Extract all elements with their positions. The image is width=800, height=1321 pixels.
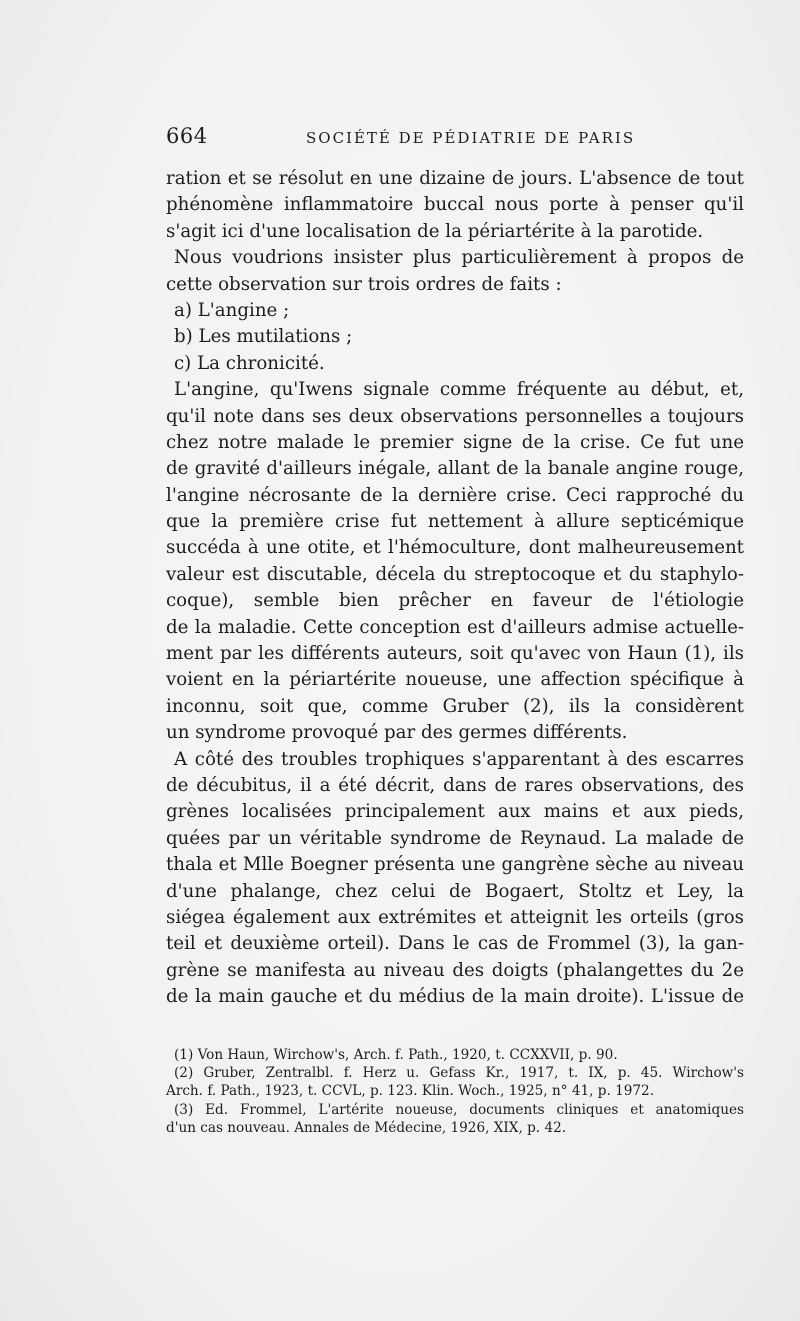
- text-line: un syndrome provoqué par des germes différents.: [166, 722, 628, 744]
- footnote-3: (3) Ed. Frommel, L'artérite noueuse, documents cliniques et anatomiques: [174, 1101, 744, 1118]
- footnote-2: (2) Gruber, Zentralbl. f. Herz u. Gefass Kr., 1917, t. IX, p. 45. Wirchow's: [174, 1065, 744, 1082]
- text-line: de gravité d'ailleurs inégale, allant de la banale angine rouge,: [166, 458, 744, 480]
- text-line: teil et deuxième orteil). Dans le cas de Frommel (3), la gan-: [166, 933, 744, 955]
- page-number: 664: [166, 124, 208, 148]
- text-line: voient en la périartérite noueuse, une affection spécifique à: [166, 669, 744, 691]
- text-line: d'une phalange, chez celui de Bogaert, Stoltz et Ley, la: [166, 880, 744, 902]
- footnote-3-continued: d'un cas nouveau. Annales de Médecine, 1926, XIX, p. 42.: [166, 1119, 567, 1136]
- text-line: succéda à une otite, et l'hémoculture, dont malheureusement: [166, 537, 744, 559]
- text-line: que la première crise fut nettement à allure septicémique: [166, 511, 744, 533]
- paragraph-start-line: Nous voudrions insister plus particulièrement à propos de: [174, 247, 744, 269]
- text-line: s'agit ici d'une localisation de la périartérite à la parotide.: [166, 220, 704, 242]
- page-header: [166, 124, 744, 154]
- text-line: de la maladie. Cette conception est d'ailleurs admise actuelle-: [166, 616, 744, 638]
- text-line: coque), semble bien prêcher en faveur de l'étiologie: [166, 590, 744, 612]
- text-line: ration et se résolut en une dizaine de jours. L'absence de tout: [166, 168, 744, 189]
- text-line: ment par les différents auteurs, soit qu'avec von Haun (1), ils: [166, 643, 744, 665]
- text-line: thala et Mlle Boegner présenta une gangrène sèche au niveau: [166, 854, 744, 876]
- body-text: [166, 166, 744, 1011]
- text-line: qu'il note dans ses deux observations personnelles a toujours: [166, 405, 744, 427]
- list-item: c) La chronicité.: [174, 352, 325, 374]
- footnote-2-continued: Arch. f. Path., 1923, t. CCVL, p. 123. Klin. Woch., 1925, n° 41, p. 1972.: [166, 1083, 655, 1100]
- footnote-1: (1) Von Haun, Wirchow's, Arch. f. Path., 1920, t. CCXXVII, p. 90.: [174, 1047, 618, 1063]
- text-line-italic-mixed: [166, 799, 744, 825]
- text-line: inconnu, soit que, comme Gruber (2), ils la considèrent: [166, 695, 744, 717]
- text-line: valeur est discutable, décela du streptocoque et du staphylo-: [166, 563, 744, 585]
- list-item: b) Les mutilations ;: [174, 326, 353, 348]
- paragraph-start-line: L'angine, qu'Iwens signale comme fréquente au début, et,: [174, 379, 744, 401]
- text-line: de la main gauche et du médius de la main droite). L'issue de: [166, 986, 744, 1008]
- text-line-italic-mixed: [166, 773, 744, 799]
- text-line: cette observation sur trois ordres de faits :: [166, 273, 562, 295]
- text-line-content: de décubitus, il a été décrit, dans de rares observations, des: [166, 774, 744, 796]
- list-item: a) L'angine ;: [174, 299, 290, 321]
- text-line: l'angine nécrosante de la dernière crise. Ceci rapproché du: [166, 484, 744, 506]
- text-line: siégea également aux extrémites et atteignit les orteils (gros: [166, 906, 744, 928]
- footnotes: [166, 1046, 744, 1137]
- running-head: SOCIÉTÉ DE PÉDIATRIE DE PARIS: [306, 129, 636, 147]
- text-line-content: grènes localisées principalement aux mains et aux pieds,: [166, 801, 744, 823]
- text-line: phénomène inflammatoire buccal nous porte à penser qu'il: [166, 194, 744, 216]
- text-line: grène se manifesta au niveau des doigts (phalangettes du 2e: [166, 959, 744, 981]
- paragraph-start-line: A côté des troubles trophiques s'apparentant à des escarres: [174, 748, 744, 770]
- text-line: chez notre malade le premier signe de la crise. Ce fut une: [166, 431, 744, 453]
- text-line: quées par un véritable syndrome de Reynaud. La malade de: [166, 827, 744, 849]
